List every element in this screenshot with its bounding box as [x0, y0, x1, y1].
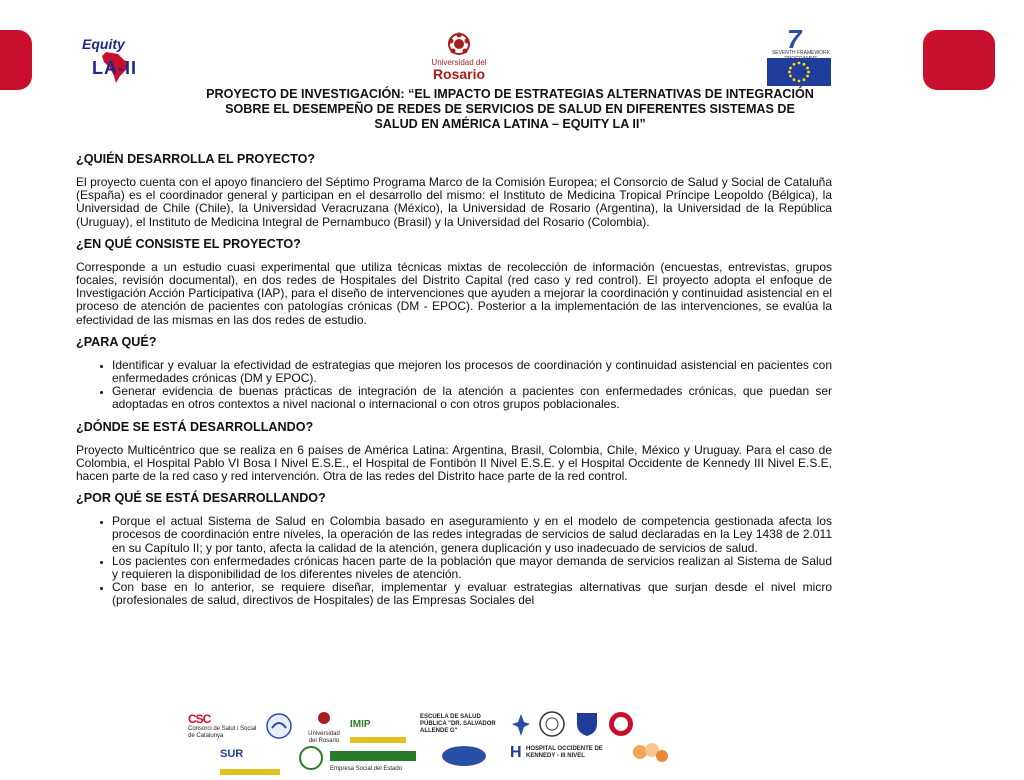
list-item: • Identificar y evaluar la efectividad de estrategias que mejoren los procesos de coordinación y continuidad asistencial en pacientes con enfermedades crónicas (DM y EPOC). [112, 359, 832, 385]
orange-circles-icon [630, 742, 670, 768]
document-body [76, 152, 832, 616]
imip-stripe-icon [350, 735, 406, 745]
rosario-small-logo [304, 710, 344, 745]
title-line-3: SALUD EN AMÉRICA LATINA – EQUITY LA II” [374, 117, 646, 131]
eu-flag-icon [767, 58, 831, 86]
kennedy-hospital-logo [510, 744, 620, 762]
equity-logo-text: Equity [82, 36, 125, 52]
rosario-crest-icon [444, 32, 474, 58]
section-heading-what: ¿EN QUÉ CONSISTE EL PROYECTO? [76, 236, 301, 251]
list-item: • Los pacientes con enfermedades crónicas hacen parte de la población que mayor demanda de servicios realizan al Sistema de Salud y requieren la disponibilidad de los diferentes niveles de atención. [112, 555, 832, 581]
sur-stripe-icon [220, 769, 280, 775]
reasons-list [76, 515, 832, 607]
sur-logo-text: SUR [220, 748, 244, 760]
purpose-list [76, 359, 832, 412]
escuela-salud-publica-logo [420, 714, 500, 735]
kennedy-logo-mark: H [510, 744, 522, 761]
list-item: • Porque el actual Sistema de Salud en Colombia basado en aseguramiento y en el modelo de competencia gestionada afecta los procesos de coordinación entre niveles, la operación de las redes integradas de servicios de salud declaradas en la Ley 1438 de 2.011 en su Capítulo II; y por tanto, afecta la calidad de la atención, genera duplicación y uso inadecuado de servicios de salud. [112, 515, 832, 555]
list-item: • Generar evidencia de buenas prácticas de integración de la atención a pacientes con enfermedades crónicas, que puedan ser adoptadas en otros contextos a nivel nacional o internacional o con otros grupos poblacionales. [112, 385, 832, 411]
list-item: • Con base en lo anterior, se requiere diseñar, implementar y evaluar estrategias alternativas que surjan desde el nivel micro (profesionales de salud, directivos de Hospitales) de las Empresas Sociales del [112, 581, 832, 607]
partner-logos-footer [180, 708, 720, 772]
csc-logo-mark: CSC [188, 712, 211, 726]
project-title [60, 87, 960, 132]
fontibon-hospital-logo [330, 748, 420, 773]
framework-programme-text: SEVENTH FRAMEWORK [771, 50, 831, 56]
title-line-2: SOBRE EL DESEMPEÑO DE REDES DE SERVICIOS DE SALUD EN DIFERENTES SISTEMAS DE [225, 102, 795, 116]
shield-icon [574, 710, 600, 738]
imip-logo [350, 714, 410, 750]
section-text-who: El proyecto cuenta con el apoyo financiero del Séptimo Programa Marco de la Comisión Europea; el Consorcio de Salud y Social de Cataluña (España) es el coordinador general y participan en el desarrollo del mismo: el Instituto de Medicina Tropical Príncipe Leopoldo (Bélgica), la Universidad de Chile (Chile), la Universidad Veracruzana (México), la Universidad de Rosario (Argentina), la Universidad de la República (Uruguay), el Instituto de Medicina Integral de Pernambuco (Brasil) y la Universidad del Rosario (Colombia). [76, 175, 832, 229]
equity-logo-subtext: LA-II [92, 58, 137, 78]
rosario-crest-icon [315, 710, 333, 726]
section-heading-who: ¿QUIÉN DESARROLLA EL PROYECTO? [76, 152, 316, 166]
section-text-what: Corresponde a un estudio cuasi experimental que utiliza técnicas mixtas de recolección de información (encuestas, entrevistas, grupos focales, revisión documental), en dos redes de Hospitales del Distrito Capital (red caso y red control). El proyecto adopta el enfoque de Investigación Acción Participativa (IAP), para el diseño de intervenciones que ayuden a mejorar la coordinación y continuidad asistencial en el proceso de atención de pacientes con patologías crónicas (DM - EPOC). Posterior a la implementación de las intervenciones, se evalúa la efectividad de las mismas en las dos redes de estudio. [76, 259, 832, 327]
escuela-logo-text: ESCUELA DE SALUD PÚBLICA "DR. SALVADOR ALLENDE G" [420, 714, 496, 734]
csc-logo [188, 712, 258, 740]
partner-emblem-icon [264, 712, 294, 740]
section-heading-purpose: ¿PARA QUÉ? [76, 334, 157, 349]
green-banner-icon [330, 751, 416, 761]
equity-logo [80, 36, 170, 86]
fleur-de-lis-icon [510, 712, 532, 738]
csc-logo-text: Consorci de Salut i Social de Catalunya [188, 726, 257, 739]
blue-swirl-icon [440, 744, 488, 768]
imip-logo-mark: IMIP [350, 719, 371, 730]
rosario-logo-line1: Universidad del [431, 58, 487, 67]
fontibon-logo-text: Empresa Social del Estado [330, 766, 403, 772]
left-red-tab [0, 30, 32, 90]
university-seal-icon [538, 710, 566, 738]
red-seal-icon [606, 710, 636, 738]
title-line-1: PROYECTO DE INVESTIGACIÓN: “EL IMPACTO DE ESTRATEGIAS ALTERNATIVAS DE INTEGRACIÓN [206, 87, 814, 101]
green-emblem-icon [298, 746, 324, 770]
section-heading-why: ¿POR QUÉ SE ESTÁ DESARROLLANDO? [76, 491, 326, 506]
section-heading-where: ¿DÓNDE SE ESTÁ DESARROLLANDO? [76, 419, 314, 434]
rosario-logo [414, 32, 504, 90]
kennedy-logo-text: HOSPITAL OCCIDENTE DE KENNEDY - III NIVEL [526, 746, 603, 759]
section-text-where: Proyecto Multicéntrico que se realiza en 6 países de América Latina: Argentina, Brasil, Colombia, Chile, México y Uruguay. Para el caso de Colombia, el Hospital Pablo VI Bosa I Nivel E.S.E., el Hospital de Fontibón II Nivel E.S.E. y el Hospital Occidente de Kennedy III Nivel E.S.E, hacen parte de la red caso y red intervención. Otra de las redes del Distrito hace parte de la red control. [76, 442, 832, 484]
rosario-logo-line2: Rosario [432, 66, 486, 82]
sur-hospital-logo [220, 744, 290, 780]
eu-seventh-framework-logo [765, 24, 835, 84]
header-logos [70, 22, 950, 84]
seven-mark: 7 [787, 24, 802, 54]
rosario-small-logo-text: Universidad del Rosario [308, 731, 340, 744]
